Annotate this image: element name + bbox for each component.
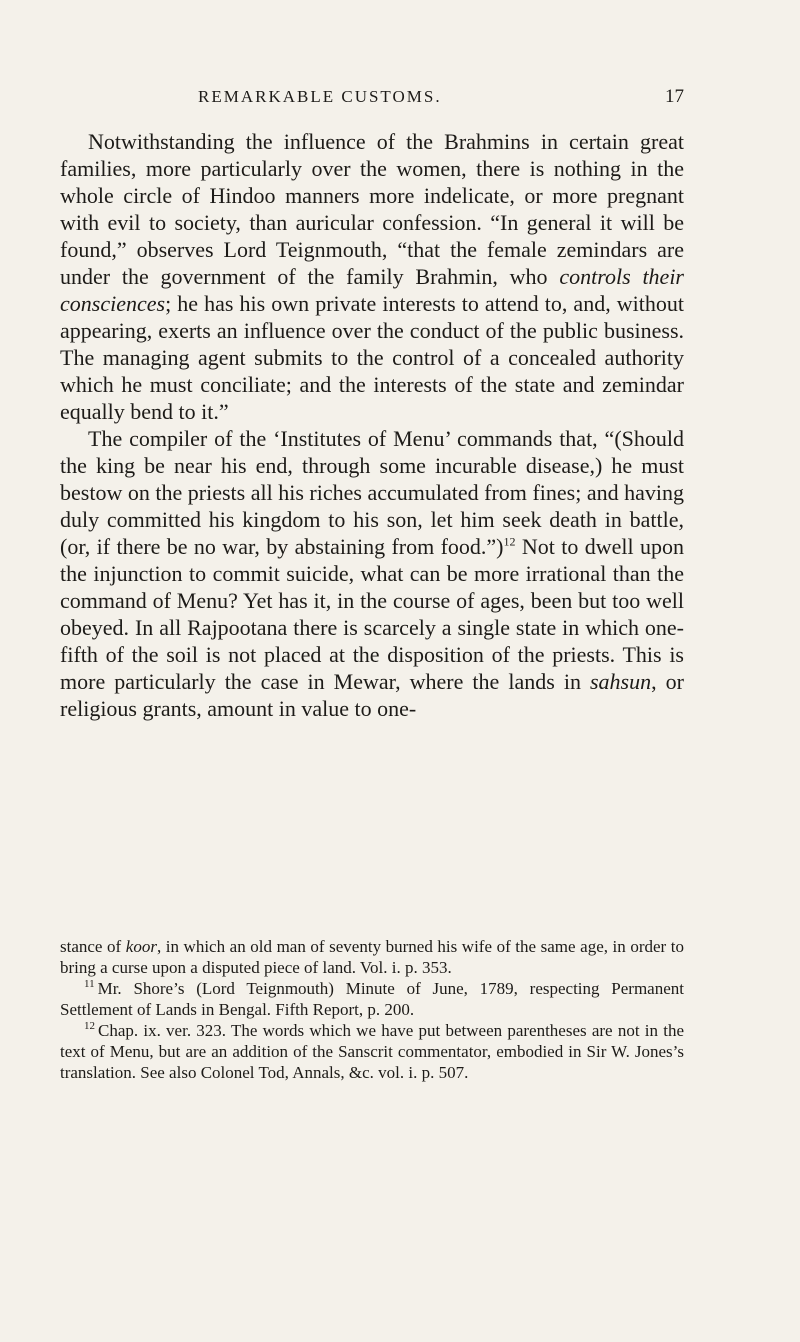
running-title: REMARKABLE CUSTOMS.	[198, 87, 442, 106]
para2-text-c: , or religious grants, amount in value to one-	[60, 669, 684, 721]
para2-text-a: The compiler of the ‘Institutes of Menu’ commands that, “(Should the king be near his end, through some incurable disease,) he must bestow on the priests all his riches accumulated from fines; and having duly committed his kingdom to his son, let him seek death in battle, (or, if there be no war, by abstaining from food.”)	[60, 426, 684, 559]
footnote-cont-italic: koor	[125, 937, 157, 956]
footnote-cont-text-a: stance of	[60, 937, 126, 956]
para1-text-b: ; he has his own private interests to attend to, and, without appearing, exerts an influence over the conduct of the public business. The managing agent submits to the control of a concealed authority which he must conciliate; and the interests of the state and zemindar equally bend to it.”	[60, 291, 684, 424]
page-number: 17	[665, 86, 684, 107]
footnotes	[60, 936, 684, 1083]
para1-italic: controls their consciences	[60, 264, 684, 316]
footnote-11-text: Mr. Shore’s (Lord Teignmouth) Minute of June, 1789, respecting Permanent Settlement of Lands in Bengal. Fifth Report, p. 200.	[60, 979, 684, 1019]
paragraph-brahmin-influence	[60, 128, 684, 425]
footnote-11-mark: 11	[84, 978, 95, 991]
paragraph-institutes-of-menu	[60, 425, 684, 722]
footnote-12-mark: 12	[84, 1020, 95, 1033]
footnote-continued	[60, 936, 684, 978]
footnote-11	[60, 978, 684, 1020]
para2-text-b: Not to dwell upon the injunction to commit suicide, what can be more irrational than the command of Menu? Yet has it, in the course of ages, been but too well obeyed. In all Rajpootana there is scarcely a single state in which one-fifth of the soil is not placed at the disposition of the priests. This is more particularly the case in Mewar, where the lands in	[60, 534, 684, 694]
footnote-reference-12: 12	[503, 534, 516, 549]
para2-italic: sahsun	[590, 669, 652, 694]
footnote-12	[60, 1020, 684, 1083]
footnote-cont-text-b: , in which an old man of seventy burned his wife of the same age, in order to bring a curse upon a disputed piece of land. Vol. i. p. 353.	[60, 937, 684, 977]
footnote-12-text: Chap. ix. ver. 323. The words which we have put between parentheses are not in the text of Menu, but are an addition of the Sanscrit commentator, embodied in Sir W. Jones’s translation. See also Colonel Tod, Annals, &c. vol. i. p. 507.	[60, 1021, 684, 1082]
main-text	[60, 128, 684, 722]
para1-text-a: Notwithstanding the influence of the Brahmins in certain great families, more particularly over the women, there is nothing in the whole circle of Hindoo manners more indelicate, or more pregnant with evil to society, than auricular confession. “In general it will be found,” observes Lord Teignmouth, “that the female zemindars are under the government of the family Brahmin, who	[60, 129, 684, 289]
running-header	[198, 86, 684, 108]
